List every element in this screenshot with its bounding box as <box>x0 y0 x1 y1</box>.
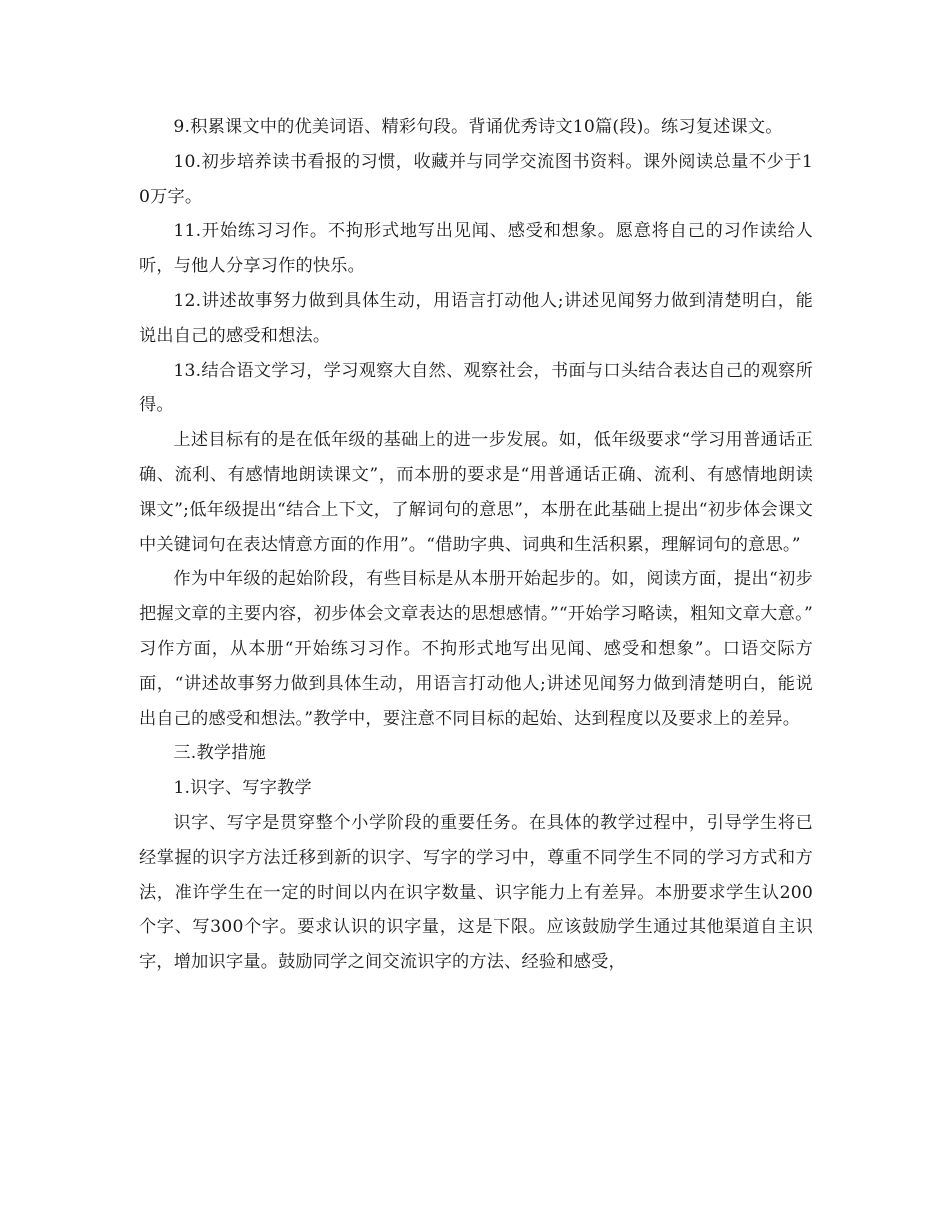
section-heading-teaching-measures: 三.教学措施 <box>173 743 266 764</box>
subsection-heading-literacy: 1.识字、写字教学 <box>173 778 312 799</box>
paragraph-goal-13: 13.结合语文学习，学习观察大自然、观察社会，书面与口头结合表达自己的观察所得。 <box>139 360 813 416</box>
paragraph-goals-starting: 作为中年级的起始阶段，有些目标是从本册开始起步的。如，阅读方面，提出“初步把握文章的主要内容，初步体会文章表达的思想感情。”“开始学习略读，粗知文章大意。” 习作方面，从本册“开始练习习作。不拘形式地写出见闻、感受和想象”。口语交际方面，“讲述故事努力做到具体生动，用语言打动他人;讲述见闻努力做到清楚明白，能说出自己的感受和想法。”教学中，要注意不同目标的起始、达到程度以及要求上的差异。 <box>139 569 813 729</box>
paragraph-goal-9: 9.积累课文中的优美词语、精彩句段。背诵优秀诗文10篇(段)。练习复述课文。 <box>173 117 783 137</box>
paragraph-goal-10: 10.初步培养读书看报的习惯，收藏并与同学交流图书资料。课外阅读总量不少于10万字。 <box>139 151 813 207</box>
document-body <box>139 110 813 980</box>
paragraph-goals-development: 上述目标有的是在低年级的基础上的进一步发展。如，低年级要求“学习用普通话正确、流利、有感情地朗读课文”，而本册的要求是“用普通话正确、流利、有感情地朗读课文”;低年级提出“结合上下文，了解词句的意思”，本册在此基础上提出“初步体会课文中关键词句在表达情意方面的作用”。“借助字典、词典和生活积累，理解词句的意思。” <box>139 430 813 555</box>
paragraph-literacy-teaching: 识字、写字是贯穿整个小学阶段的重要任务。在具体的教学过程中，引导学生将已经掌握的识字方法迁移到新的识字、写字的学习中，尊重不同学生不同的学习方式和方法，准许学生在一定的时间以内在识字数量、识字能力上有差异。本册要求学生认200个字、写300个字。要求认识的识字量，这是下限。应该鼓励学生通过其他渠道自主识字，增加识字量。鼓励同学之间交流识字的方法、经验和感受， <box>139 812 813 973</box>
paragraph-goal-12: 12.讲述故事努力做到具体生动，用语言打动他人;讲述见闻努力做到清楚明白，能说出自己的感受和想法。 <box>139 290 813 346</box>
paragraph-goal-11: 11.开始练习习作。不拘形式地写出见闻、感受和想象。愿意将自己的习作读给人听，与他人分享习作的快乐。 <box>139 221 813 277</box>
